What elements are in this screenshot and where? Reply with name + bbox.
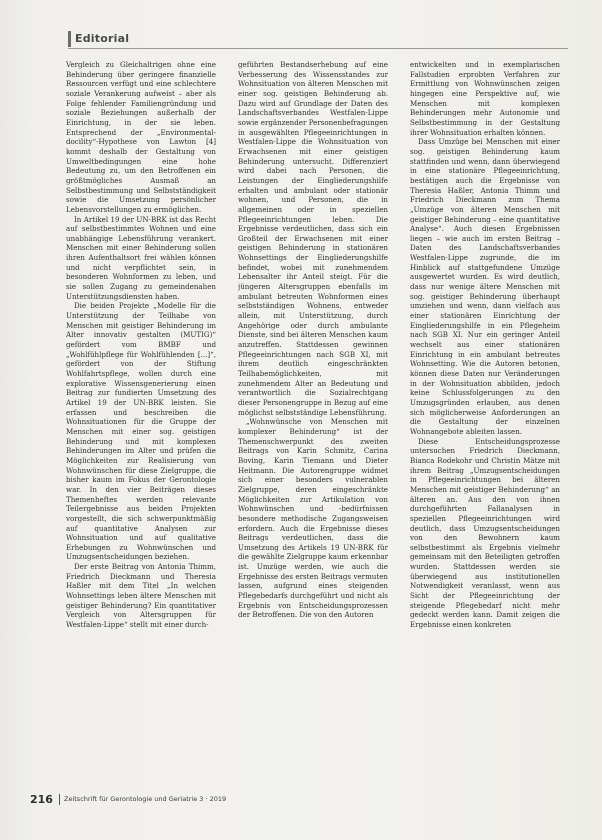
footer-divider	[59, 794, 60, 805]
text-column-2	[238, 60, 388, 780]
paragraph: Diese Entscheidungsprozesse untersuchen Friedrich Dieckmann, Bianca Rodekohr und Christin Mätze mit ihrem Beitrag „Umzugsentscheidungen in Pflegeeinrichtungen bei älteren Menschen mit geistiger Behinderung“ an älteren an. Aus den von ihnen durchgeführten Fallanalysen in speziellen Pflegeeinrichtungen wird deutlich, dass Umzugsentscheidungen von den Bewohnern kaum selbstbestimmt als Ergebnis vielmehr gemeinsam mit den Beteiligten getroffen wurden. Stattdessen werden sie überwiegend aus institutionellen Notwendigkeit veranlasst, wenn aus Sicht der Pflegeeinrichtung der steigende Pflegebedarf nicht mehr gedeckt werden kann. Damit zeigen die Ergebnisse einen konkreten	[410, 436, 560, 630]
paragraph: entwickelten und in exemplarischen Fallstudien erprobten Verfahren zur Ermittlung von Wohnwünschen zeigen hingegen eine Perspektive auf, wie Menschen mit komplexen Behinderungen mehr Autonomie und Selbstbestimmung in der Gestaltung ihrer Wohnsituation erhalten können.	[410, 60, 560, 137]
section-title: Editorial	[75, 32, 130, 45]
header-divider	[68, 48, 568, 49]
text-column-3	[410, 60, 560, 780]
paragraph: „Wohnwünsche von Menschen mit komplexer Behinderung“ ist der Themenschwerpunkt des zweiten Beitrags von Karin Schmitz, Carina Boving, Karin Tiemann und Dieter Heitmann. Die Autorengruppe widmet sich einer besonders vulnerablen Zielgruppe, deren eingeschränkte Möglichkeiten zur Artikulation von Wohnwünschen und -bedürfnissen besondere methodische Zugangsweisen erfordern. Auch die Ergebnisse dieses Beitrags verdeutlichen, dass die Umsetzung des Artikels 19 UN-BRK für die gewählte Zielgruppe kaum erkennbar ist. Umzüge werden, wie auch die Ergebnisse des ersten Beitrags vermuten lassen, aufgrund eines steigenden Pflegebedarfs durchgeführt und nicht als Ergebnis von Entscheidungsprozessen der Betroffenen. Die von den Autoren	[238, 417, 388, 620]
header-accent-bar	[68, 31, 71, 47]
paragraph: Die beiden Projekte „Modelle für die Unterstützung der Teilhabe von Menschen mit geistiger Behinderung im Alter innovativ gestalten (MUTIG)“ gefördert vom BMBF und „Wohlfühlpflege für Wohlfühlenden [...]“, gefördert von der Stiftung Wohlfahrtspflege, wollen durch eine explorative Wissensgenerierung einen Beitrag zur fundierten Umsetzung des Artikel 19 der UN-BRK leisten. Sie erfassen und beschreiben die Wohnsituationen für die Gruppe der Menschen mit einer sog. geistigen Behinderung und mit komplexen Behinderungen im Alter und prüfen die Möglichkeiten zur Realisierung von Wohnwünschen für diese Zielgruppe, die bisher kaum im Fokus der Gerontologie war. In den vier Beiträgen dieses Themenheftes werden relevante Teilergebnisse aus beiden Projekten vorgestellt, die sich schwerpunktmäßig auf quantitative Analysen zur Wohnsituation und auf qualitative Erhebungen zu Wohnwünschen und Umzugsentscheidungen beziehen.	[66, 301, 216, 562]
paragraph: Dass Umzüge bei Menschen mit einer sog. geistigen Behinderung kaum stattfinden und wenn, dann überwiegend in eine stationäre Pflegeeinrichtung, bestätigen auch die Ergebnisse von Theresia Haßler, Antonia Thimm und Friedrich Dieckmann zum Thema „Umzüge von älteren Menschen mit geistiger Behinderung – eine quantitative Analyse“. Auch diesen Ergebnissen liegen – wie auch im ersten Beitrag – Daten des Landschaftsverbandes Westfalen-Lippe zugrunde, die im Hinblick auf stattgefundene Umzüge ausgewertet wurden. Es wird deutlich, dass nur wenige ältere Menschen mit sog. geistiger Behinderung überhaupt umziehen und wenn, dann vielfach aus einer stationären Einrichtung der Eingliederungshilfe in ein Pflegeheim nach SGB XI. Nur ein geringer Anteil wechselt aus einer stationären Einrichtung in ein ambulant betreutes Wohnsetting. Wie die Autoren betonen, können diese Daten nur Veränderungen in der Wohnsituation abbilden, jedoch keine Schlussfolgerungen zu den Umzugsgründen erlauben, aus denen sich möglicherweise Anforderungen an die Gestaltung der einzelnen Wohnangebote ableiten lassen.	[410, 137, 560, 436]
paragraph: Vergleich zu Gleichaltrigen ohne eine Behinderung über geringere finanzielle Ressourcen verfügt und eine schlechtere soziale Verankerung aufweist – aber als Folge fehlender Familiengründung und soziale Beziehungen außerhalb der Einrichtung, in der sie leben. Entsprechend der „Environmental-docility“-Hypothese von Lawton [4] kommt deshalb der Gestaltung von Umweltbedingungen eine hohe Bedeutung zu, um den Betroffenen ein größtmögliches Ausmaß an Selbstbestimmung und Selbstständigkeit sowie die Umsetzung persönlicher Lebensvorstellungen zu ermöglichen.	[66, 60, 216, 214]
section-header	[68, 31, 568, 47]
paragraph: Der erste Beitrag von Antonia Thimm, Friedrich Dieckmann und Theresia Haßler mit dem Titel „In welchen Wohnsettings leben ältere Menschen mit geistiger Behinderung? Ein quantitativer Vergleich von Altersgruppen für Westfalen-Lippe“ stellt mit einer durch-	[66, 562, 216, 630]
text-column-1	[66, 60, 216, 780]
page-number: 216	[30, 793, 53, 806]
page-footer	[30, 793, 570, 807]
journal-citation: Zeitschrift für Gerontologie und Geriatrie 3 · 2019	[64, 795, 227, 803]
paragraph: In Artikel 19 der UN-BRK ist das Recht auf selbstbestimmtes Wohnen und eine unabhängige Lebensführung verankert. Menschen mit einer Behinderung sollen ihren Aufenthaltsort frei wählen können und nicht verpflichtet sein, in besonderen Wohnformen zu leben, und sie sollen Zugang zu gemeindenahen Unterstützungsdiensten haben.	[66, 214, 216, 301]
paragraph: geführten Bestandserhebung auf eine Verbesserung des Wissensstandes zur Wohnsituation von älteren Menschen mit einer sog. geistigen Behinderung ab. Dazu wird auf Grundlage der Daten des Landschaftsverbandes Westfalen-Lippe sowie ergänzender Personenbefragungen in ausgewählten Pflegeeinrichtungen in Westfalen-Lippe die Wohnsituation von Erwachsenen mit einer geistigen Behinderung untersucht. Differenziert wird dabei nach Personen, die Leistungen der Eingliederungshilfe erhalten und ambulant oder stationär wohnen, und Personen, die in allgemeinen oder in speziellen Pflegeeinrichtungen leben. Die Ergebnisse verdeutlichen, dass sich ein Großteil der Erwachsenen mit einer geistigen Behinderung in stationären Wohnsettings der Eingliederungshilfe befindet, wobei mit zunehmendem Lebensalter ihr Anteil steigt. Für die jüngeren Altersgruppen ebenfalls im ambulant betreuten Wohnformen eines selbstständigen Wohnens, entweder allein, mit Unterstützung, durch Angehörige oder durch ambulante Dienste, sind bei älteren Menschen kaum anzutreffen. Stattdessen gewinnen Pflegeeinrichtungen nach SGB XI, mit ihrem deutlich eingeschränkten Teilhabemöglichkeiten, mit zunehmendem Alter an Bedeutung und verantwortlich die Sozialrechtgang dieser Personengruppe in Bezug auf eine möglichst selbstständige Lebensführung.	[238, 60, 388, 417]
